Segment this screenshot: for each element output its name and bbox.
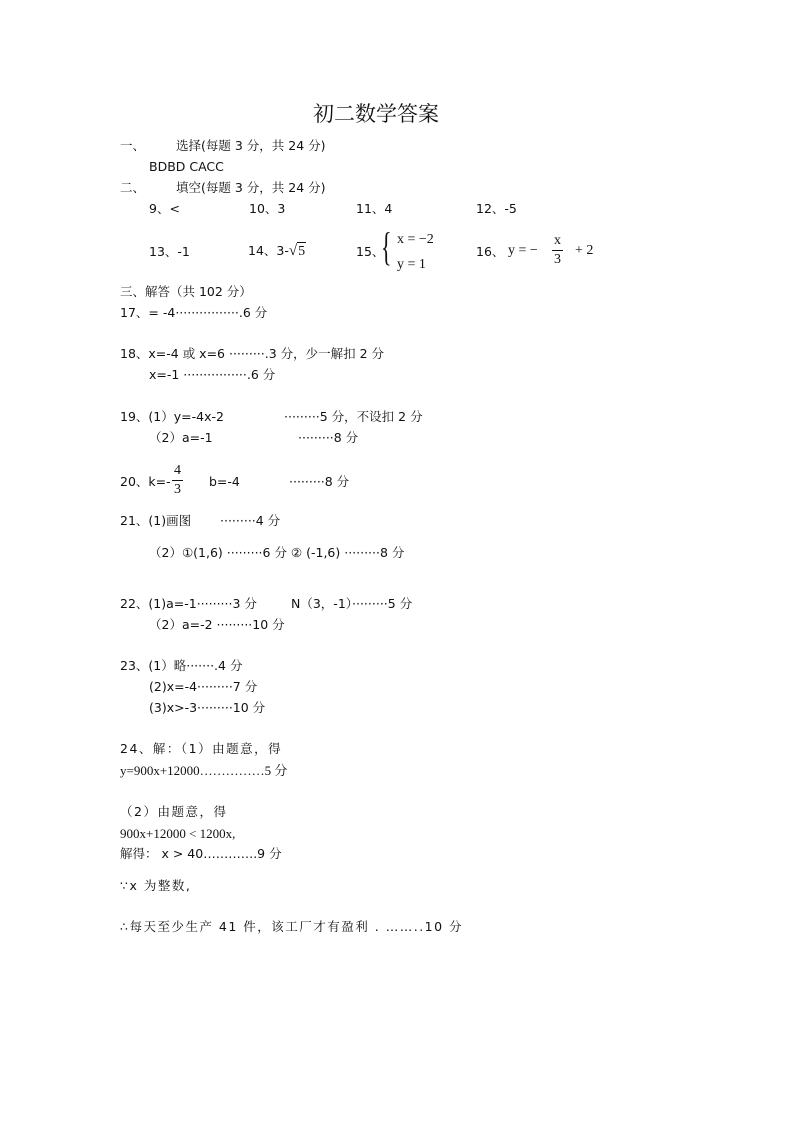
q15-equation-2: y = 1 [397,257,426,272]
q20-label: 20、k=- [120,474,171,489]
answer-q24-line6: ∵x 为整数, [120,878,192,893]
answer-q23-part1: 23、(1）略·······.4 分 [120,658,243,673]
answer-q21-part1-score: ·········4 分 [220,513,281,528]
section-2-heading: 填空(每题 3 分，共 24 分) [176,180,326,195]
answer-q13: 13、-1 [149,244,190,259]
answer-q17: 17、= -4················.6 分 [120,305,268,320]
q15-equation-1: x = −2 [397,232,434,247]
answer-q11: 11、4 [356,201,393,216]
answer-q19-part1: 19、(1）y=-4x-2 [120,409,224,424]
q16-lhs: y = − [508,243,538,258]
answer-q14 [248,244,306,259]
section-1-heading: 选择(每题 3 分，共 24 分) [176,138,326,153]
q16-numerator: x [552,234,563,251]
answer-q19-part2-score: ·········8 分 [298,430,359,445]
answer-q24-line7: ∴每天至少生产 41 件，该工厂才有盈利 . ……..10 分 [120,919,464,934]
q20-fraction [172,464,183,497]
q14-radicand: 5 [298,244,306,259]
q16-fraction [552,234,563,267]
answer-q21-part2: （2）①(1,6) ·········6 分 ② (-1,6) ·········8 分 [149,545,405,560]
q14-label: 14、3- [248,243,289,258]
answer-q18-line2: x=-1 ················.6 分 [149,367,276,382]
q20-b: b=-4 [209,474,240,489]
q16-label: 16、 [476,244,505,259]
answer-q19-part1-score: ·········5 分，不设扣 2 分 [284,409,423,424]
answer-q21-part1: 21、(1)画图 [120,513,192,528]
q15-label: 15、 [356,244,385,259]
page-title: 初二数学答案 [313,102,439,126]
answer-q24-line3: （2）由题意，得 [120,804,228,819]
q20-denominator: 3 [174,482,181,497]
answer-q24-line4: 900x+12000 < 1200x, [120,826,236,841]
q16-rhs: + 2 [575,243,594,258]
answer-q23-part3: (3)x>-3·········10 分 [149,700,266,715]
answer-q9: 9、< [149,201,180,216]
answer-q10: 10、3 [249,201,286,216]
section-1-number: 一、 [120,138,146,153]
answer-q12: 12、-5 [476,201,517,216]
answer-q24-line5: 解得： x > 40………….9 分 [120,846,282,861]
section-3-heading: 三、解答（共 102 分） [120,284,252,299]
answer-q18-line1: 18、x=-4 或 x=6 ·········.3 分，少一解扣 2 分 [120,346,385,361]
q14-radical: √ [288,243,298,259]
q20-numerator: 4 [172,464,183,481]
answer-q24-line2: y=900x+12000……………5 分 [120,763,288,778]
answer-q24-line1: 24、解：（1）由题意，得 [120,741,283,756]
answer-q22-part1: 22、(1)a=-1·········3 分 [120,596,257,611]
answer-q19-part2: （2）a=-1 [149,430,213,445]
section-2-number: 二、 [120,180,146,195]
answer-q22-part2: （2）a=-2 ·········10 分 [149,617,285,632]
q16-denominator: 3 [554,252,561,267]
answer-q22-point: N（3，-1）·········5 分 [291,596,413,611]
q15-brace: { [381,224,392,269]
answer-q23-part2: (2)x=-4·········7 分 [149,679,258,694]
section-1-answers: BDBD CACC [149,159,224,174]
q20-score: ·········8 分 [289,474,350,489]
